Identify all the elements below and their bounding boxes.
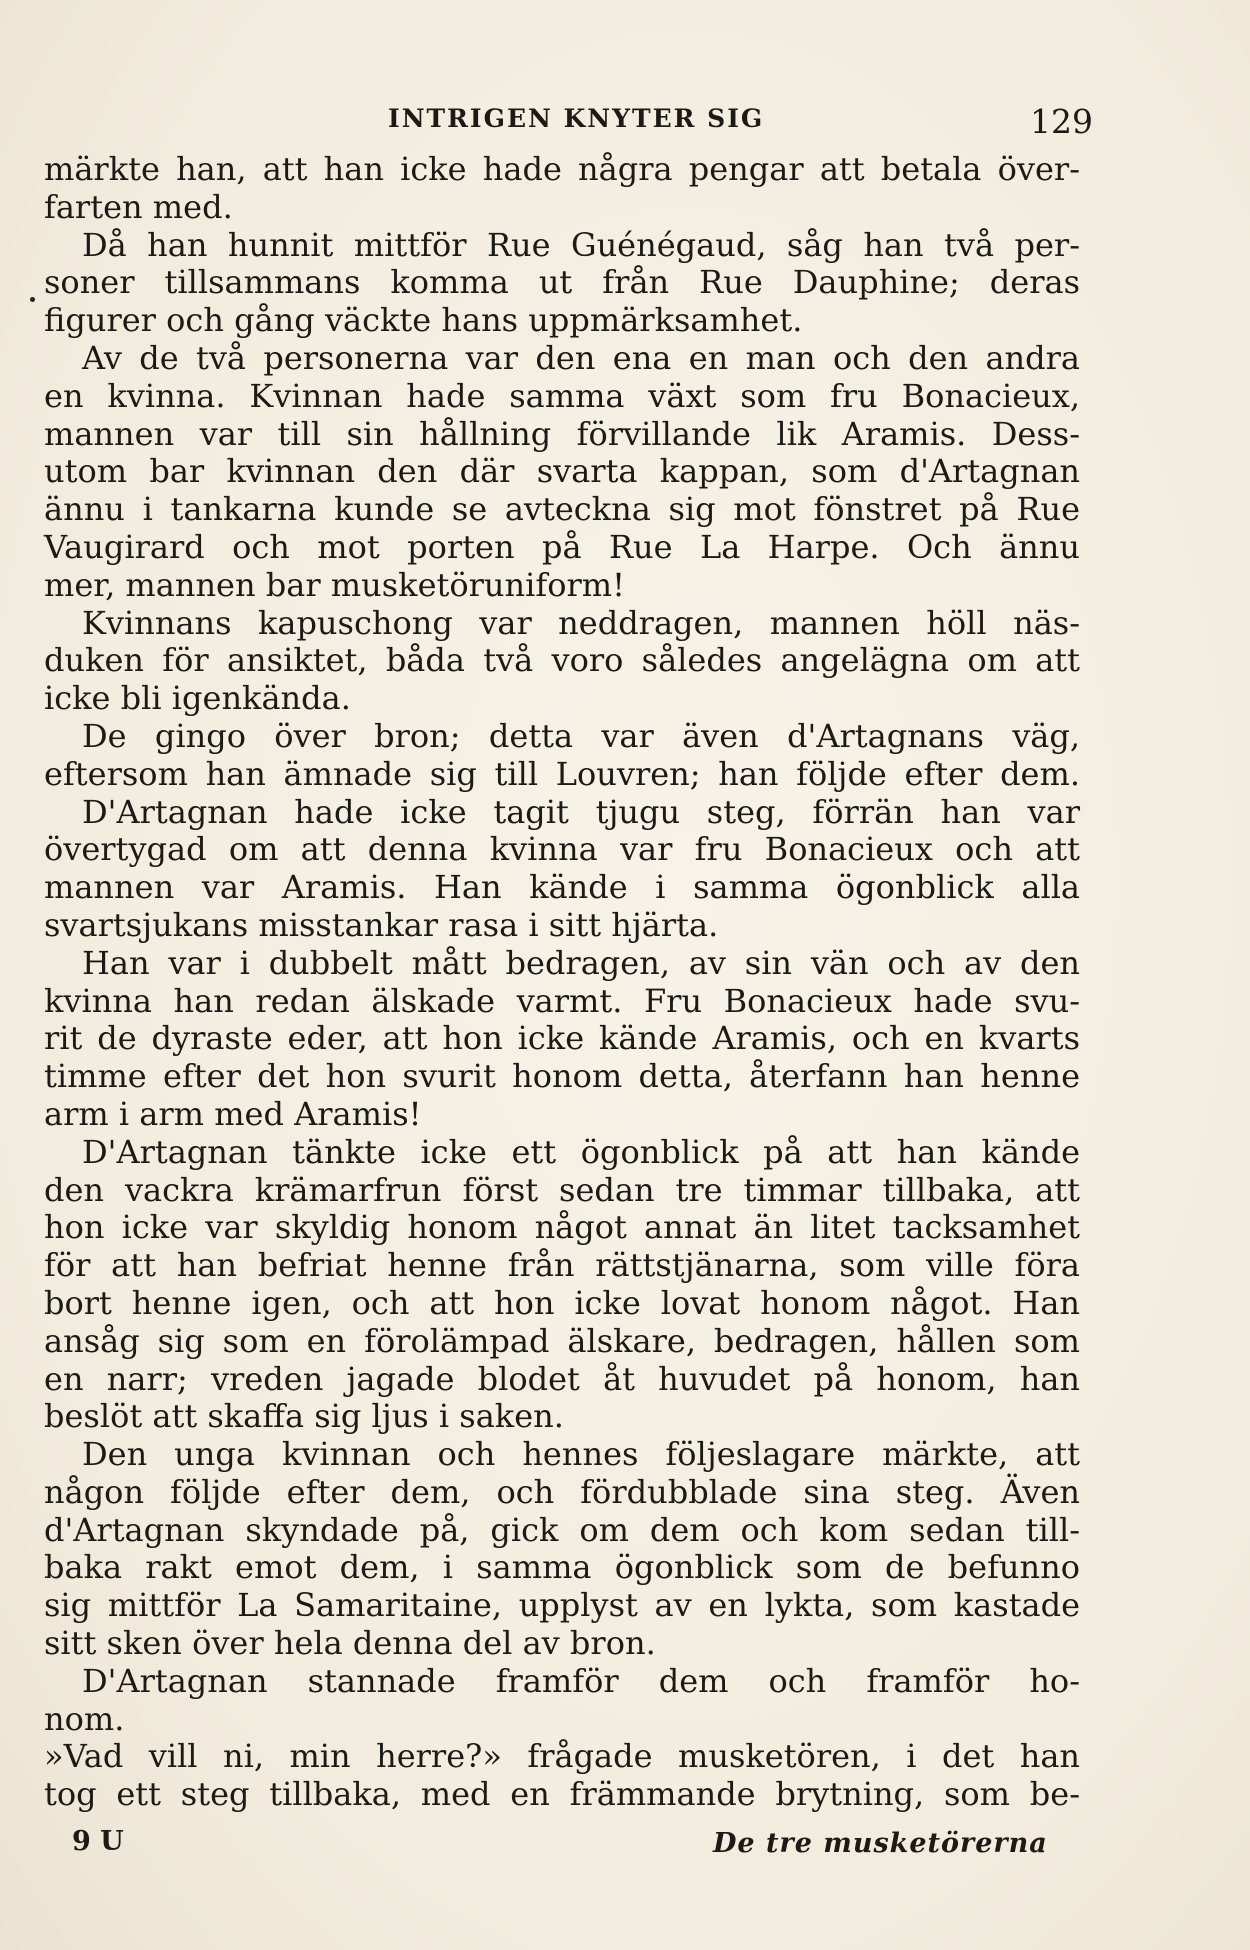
text-line: nom. xyxy=(44,1699,125,1738)
text-line: timme efter det hon svurit honom detta, återfann han henne xyxy=(44,1057,1080,1096)
text-line: De gingo över bron; detta var även d'Artagnans väg, xyxy=(82,716,1080,755)
body-text xyxy=(44,151,1080,1814)
text-line: D'Artagnan hade icke tagit tjugu steg, förrän han var xyxy=(82,792,1080,831)
text-line: en kvinna. Kvinnan hade samma växt som fru Bonacieux, xyxy=(44,376,1080,415)
series-title: De tre musketörerna xyxy=(713,1828,1048,1859)
text-line: d'Artagnan skyndade på, gick om dem och kom sedan till- xyxy=(44,1510,1080,1549)
text-line: Av de två personerna var den ena en man och den andra xyxy=(82,338,1080,377)
text-line: utom bar kvinnan den där svarta kappan, som d'Artagnan xyxy=(44,452,1080,491)
text-line: soner tillsammans komma ut från Rue Dauphine; deras xyxy=(44,263,1080,302)
text-line: arm i arm med Aramis! xyxy=(44,1094,422,1133)
text-line: Vaugirard och mot porten på Rue La Harpe. Och ännu xyxy=(44,527,1080,566)
text-line: ännu i tankarna kunde se avteckna sig mot fönstret på Rue xyxy=(44,490,1080,529)
text-line: mer, mannen bar musketöruniform! xyxy=(44,565,625,604)
text-line: Den unga kvinnan och hennes följeslagare märkte, att xyxy=(82,1435,1080,1474)
text-line: Han var i dubbelt mått bedragen, av sin vän och av den xyxy=(82,943,1080,982)
text-line: Då han hunnit mittför Rue Guénégaud, såg han två per- xyxy=(82,225,1080,264)
text-line: sitt sken över hela denna del av bron. xyxy=(44,1624,656,1663)
running-title: INTRIGEN KNYTER SIG xyxy=(388,104,765,133)
text-line: figurer och gång väckte hans uppmärksamhet. xyxy=(44,301,803,340)
text-line: baka rakt emot dem, i samma ögonblick som de befunno xyxy=(44,1548,1080,1587)
text-line: Kvinnans kapuschong var neddragen, mannen höll näs- xyxy=(82,603,1080,642)
text-line: hon icke var skyldig honom något annat än litet tacksamhet xyxy=(44,1208,1080,1247)
text-line: för att han befriat henne från rättstjänarna, som ville föra xyxy=(44,1246,1080,1285)
text-line: duken för ansiktet, båda två voro således angelägna om att xyxy=(44,641,1080,680)
text-line: ansåg sig som en förolämpad älskare, bedragen, hållen som xyxy=(44,1321,1080,1360)
text-line: tog ett steg tillbaka, med en främmande brytning, som be- xyxy=(44,1775,1080,1814)
text-line: bort henne igen, och att hon icke lovat honom något. Han xyxy=(44,1283,1080,1322)
text-line: mannen var till sin hållning förvillande lik Aramis. Dess- xyxy=(44,414,1080,453)
text-line: D'Artagnan tänkte icke ett ögonblick på att han kände xyxy=(82,1132,1080,1171)
text-line: svartsjukans misstankar rasa i sitt hjärta. xyxy=(44,905,719,944)
text-line: D'Artagnan stannade framför dem och framför ho- xyxy=(82,1661,1080,1700)
text-line: övertygad om att denna kvinna var fru Bonacieux och att xyxy=(44,830,1080,869)
signature-mark: 9 U xyxy=(72,1826,124,1857)
text-line: en narr; vreden jagade blodet åt huvudet på honom, han xyxy=(44,1359,1080,1398)
text-line: farten med. xyxy=(44,187,233,226)
text-line: rit de dyraste eder, att hon icke kände Aramis, och en kvarts xyxy=(44,1019,1080,1058)
text-line: kvinna han redan älskade varmt. Fru Bonacieux hade svu- xyxy=(44,981,1080,1020)
text-line: eftersom han ämnade sig till Louvren; han följde efter dem. xyxy=(44,754,1080,793)
text-line: märkte han, att han icke hade några pengar att betala över- xyxy=(44,150,1080,188)
text-line: beslöt att skaffa sig ljus i saken. xyxy=(44,1397,564,1436)
text-line: »Vad vill ni, min herre?» frågade musketören, i det han xyxy=(44,1737,1080,1776)
text-line: någon följde efter dem, och fördubblade sina steg. Även xyxy=(44,1472,1080,1511)
page-number: 129 xyxy=(1030,102,1093,141)
text-line: mannen var Aramis. Han kände i samma ögonblick alla xyxy=(44,868,1080,907)
text-line: icke bli igenkända. xyxy=(44,679,351,718)
text-line: sig mittför La Samaritaine, upplyst av en lykta, som kastade xyxy=(44,1586,1080,1625)
text-line: den vackra krämarfrun först sedan tre timmar tillbaka, att xyxy=(44,1170,1080,1209)
running-head xyxy=(0,104,1250,144)
margin-mark xyxy=(30,297,35,302)
page-footer xyxy=(0,1826,1250,1866)
